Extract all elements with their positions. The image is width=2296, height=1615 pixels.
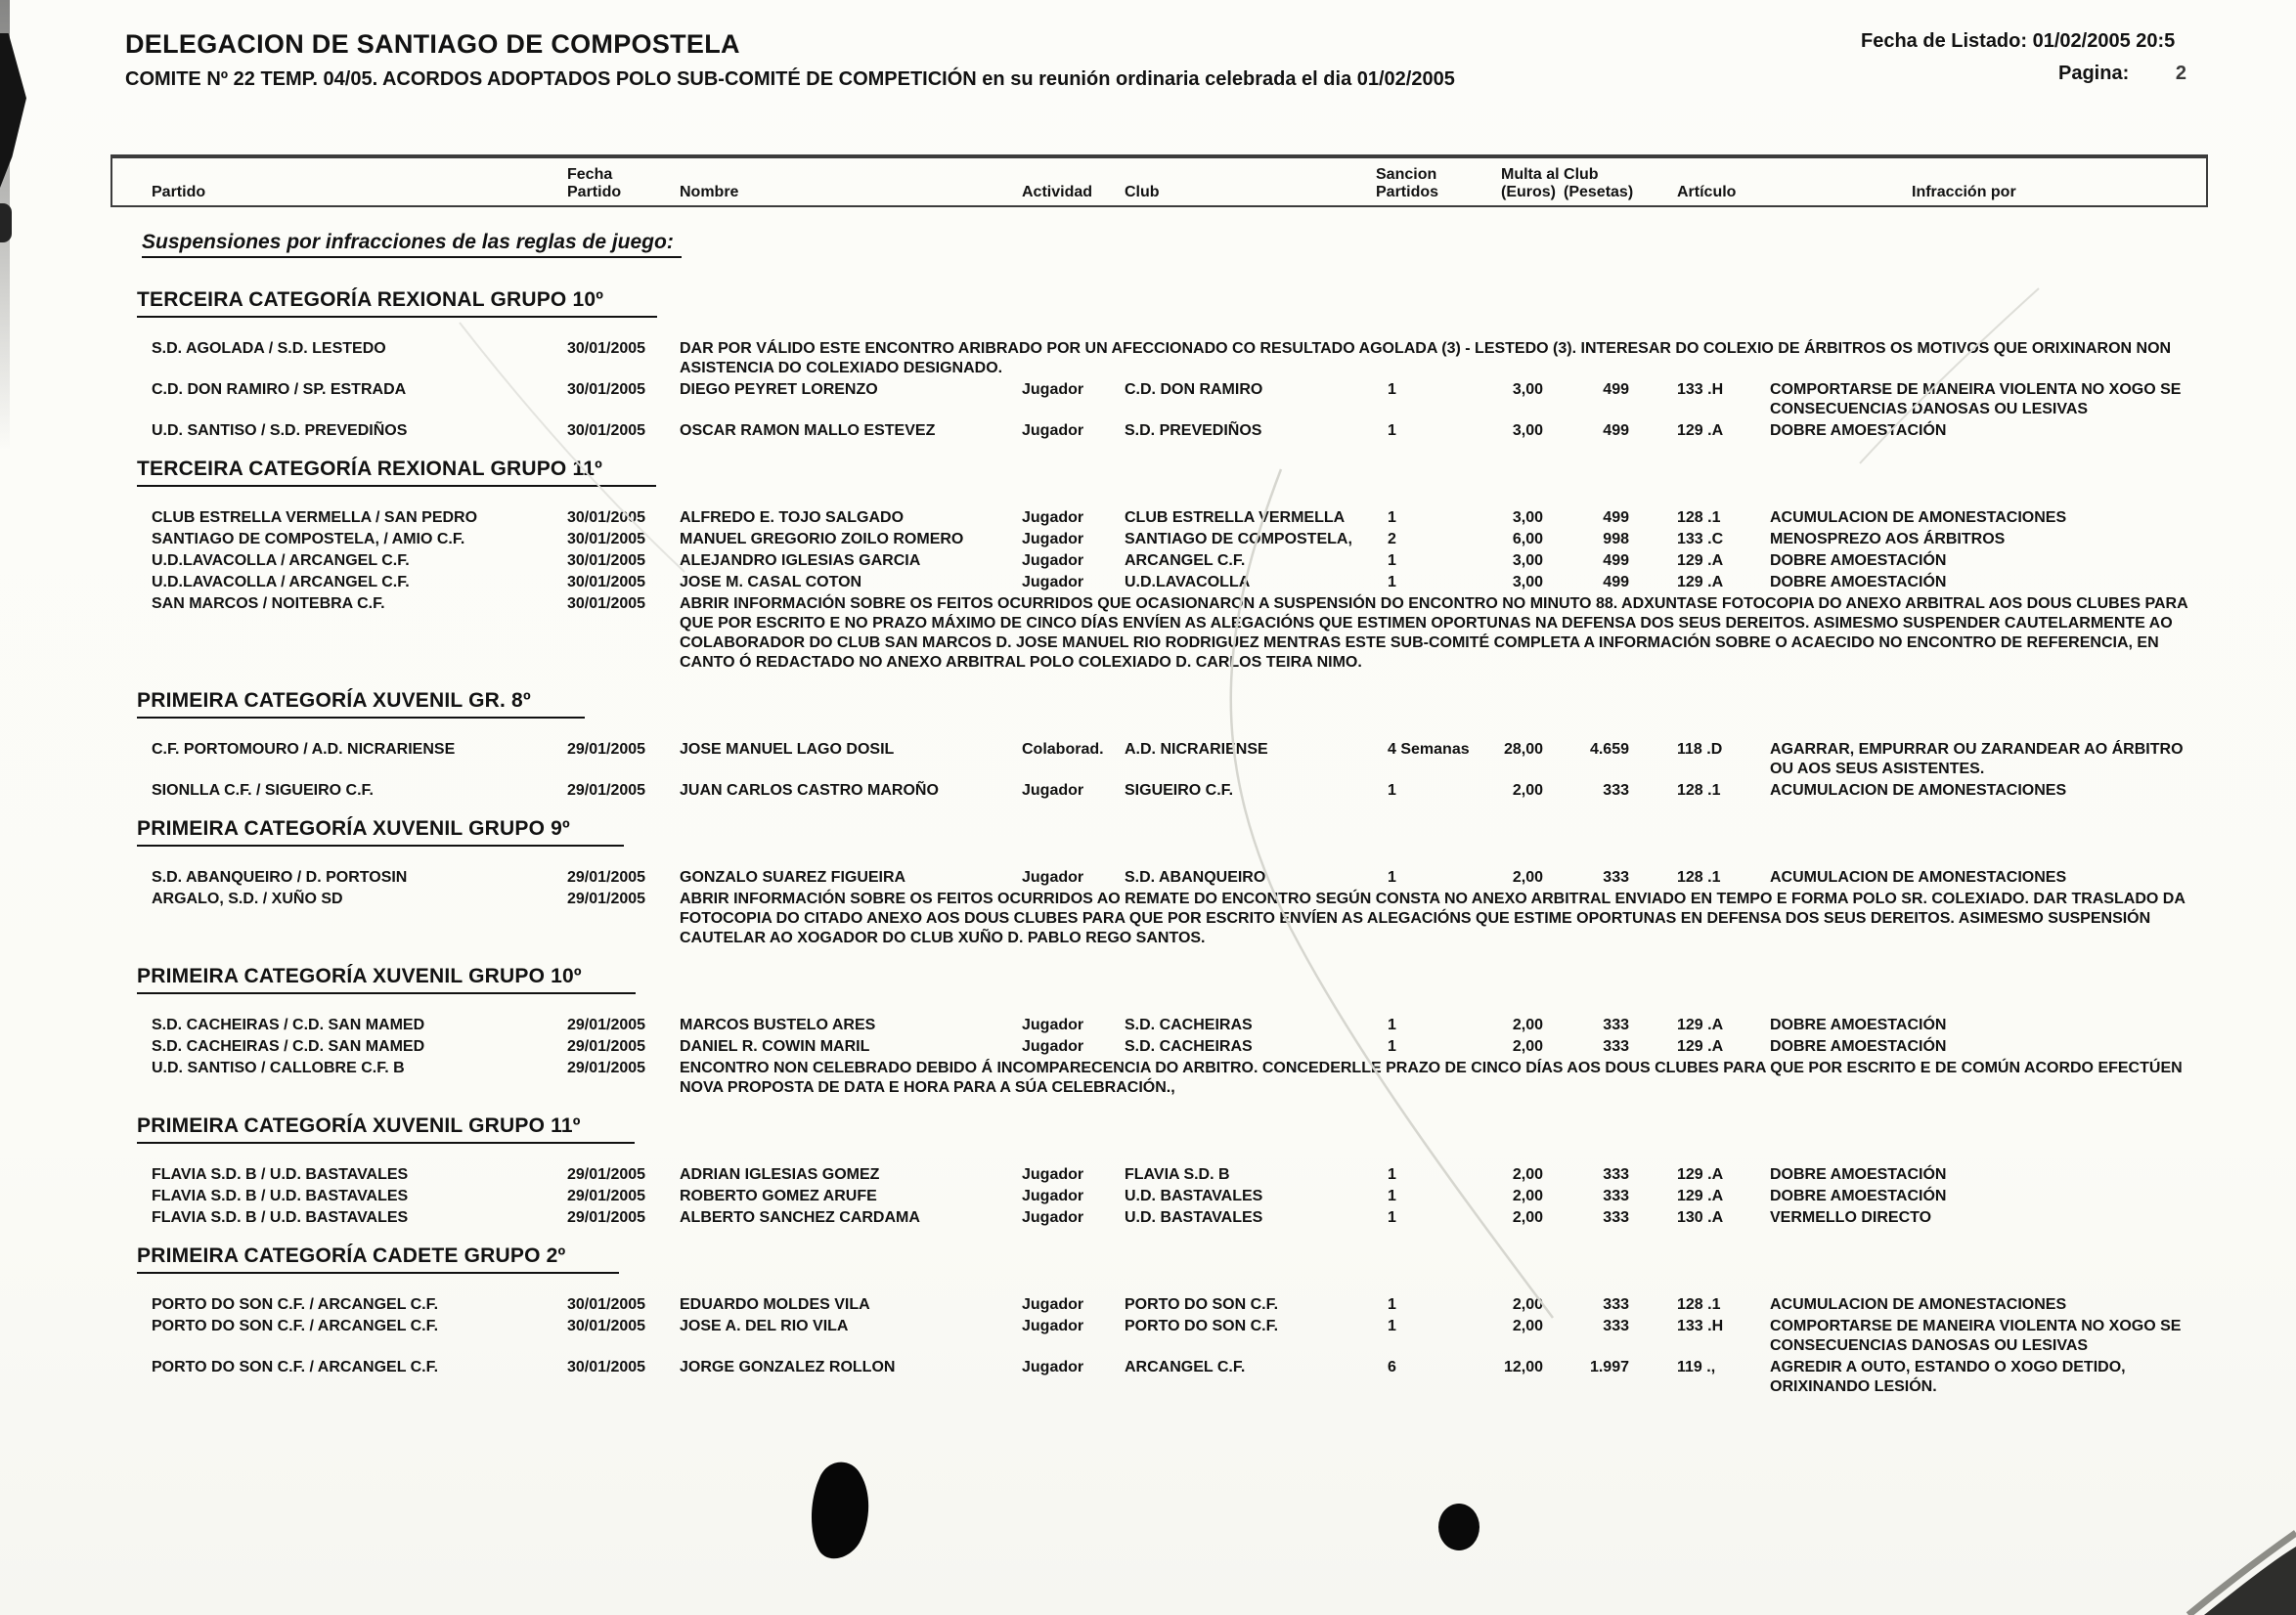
- page-subtitle: COMITE Nº 22 TEMP. 04/05. ACORDOS ADOPTADOS POLO SUB-COMITÉ DE COMPETICIÓN en su reunión ordinaria celebrada el dia 01/02/2005: [125, 68, 1455, 90]
- cell-club: SANTIAGO DE COMPOSTELA,: [1125, 531, 1352, 547]
- cell-nombre: ALBERTO SANCHEZ CARDAMA: [680, 1209, 920, 1226]
- cell-fecha-partido: 29/01/2005: [567, 1017, 646, 1033]
- cell-club: S.D. PREVEDIÑOS: [1125, 422, 1262, 439]
- cell-articulo: 129 .A: [1677, 422, 1724, 439]
- cell-nombre: ALFREDO E. TOJO SALGADO: [680, 509, 905, 526]
- cell-articulo: 129 .A: [1677, 1188, 1724, 1204]
- cell-infraccion: COMPORTARSE DE MANEIRA VIOLENTA NO XOGO SE CONSECUENCIAS DANOSAS OU LESIVAS: [1770, 381, 2182, 417]
- cell-multa-euros: 6,00: [1512, 531, 1543, 547]
- cell-fecha-partido: 29/01/2005: [567, 1188, 646, 1204]
- cell-multa-pesetas: 499: [1603, 552, 1629, 569]
- cell-infraccion: DOBRE AMOESTACIÓN: [1770, 1038, 1947, 1055]
- cell-fecha-partido: 30/01/2005: [567, 381, 646, 398]
- cell-sancion-partidos: 1: [1388, 509, 1396, 526]
- cell-fecha-partido: 29/01/2005: [567, 741, 646, 758]
- category-heading: TERCEIRA CATEGORÍA REXIONAL GRUPO 11º: [137, 457, 656, 487]
- cell-partido: FLAVIA S.D. B / U.D. BASTAVALES: [152, 1166, 409, 1183]
- table-row: [0, 781, 2296, 801]
- cell-multa-pesetas: 998: [1603, 531, 1629, 547]
- cell-infraccion: DOBRE AMOESTACIÓN: [1770, 422, 1947, 439]
- cell-multa-pesetas: 4.659: [1589, 741, 1629, 758]
- page-title: DELEGACION DE SANTIAGO DE COMPOSTELA: [125, 29, 740, 59]
- cell-sancion-partidos: 1: [1388, 1188, 1396, 1204]
- cell-club: S.D. CACHEIRAS: [1125, 1038, 1253, 1055]
- category-heading-wrap: [137, 964, 2296, 994]
- cell-multa-euros: 2,00: [1512, 1017, 1543, 1033]
- cell-infraccion: ACUMULACION DE AMONESTACIONES: [1770, 1296, 2067, 1313]
- cell-partido: CLUB ESTRELLA VERMELLA / SAN PEDRO: [152, 509, 478, 526]
- cell-nombre: DANIEL R. COWIN MARIL: [680, 1038, 870, 1055]
- cell-resolution-note: ABRIR INFORMACIÓN SOBRE OS FEITOS OCURRIDOS QUE OCASIONARON A SUSPENSIÓN DO ENCONTRO NO MINUTO 88. ADXUNTASE FOTOCOPIA DO ANEXO ARBITRAL AOS DOUS CLUBES PARA QUE POR ESCRITO E NO PRAZO MÁXIMO DE CINCO DÍAS ENVÍEN AS ALEGACIÓNS QUE ESTIMEN OPORTUNAS NA DEFENSA DOS SEUS DEREITOS. ASIMESMO SUSPENDER CAUTELARMENTE AO COLABORADOR DO CLUB SAN MARCOS D. JOSE MANUEL RIO RODRIGUEZ MENTRAS ESTE SUB-COMITÉ COMPLETA A INFORMACIÓN SOBRE O ACAECIDO NO ENCONTRO DE REFERENCIA, EN CANTO Ó REDACTADO NO ANEXO ARBITRAL POLO COLEXIADO D. CARLOS TEIRA NIMO.: [680, 595, 2188, 671]
- cell-nombre: GONZALO SUAREZ FIGUEIRA: [680, 869, 906, 886]
- cell-articulo: 128 .1: [1677, 509, 1721, 526]
- cell-multa-pesetas: 499: [1603, 509, 1629, 526]
- cell-multa-pesetas: 333: [1603, 1296, 1629, 1313]
- cell-fecha-partido: 30/01/2005: [567, 1359, 646, 1375]
- cell-multa-euros: 3,00: [1512, 574, 1543, 590]
- cell-club: U.D. BASTAVALES: [1125, 1188, 1263, 1204]
- cell-articulo: 128 .1: [1677, 1296, 1721, 1313]
- category-heading-wrap: [137, 1113, 2296, 1144]
- cell-partido: PORTO DO SON C.F. / ARCANGEL C.F.: [152, 1318, 439, 1334]
- cell-club: PORTO DO SON C.F.: [1125, 1296, 1279, 1313]
- cell-fecha-partido: 29/01/2005: [567, 869, 646, 886]
- table-row: [0, 868, 2296, 888]
- cell-articulo: 128 .1: [1677, 869, 1721, 886]
- table-row: [0, 890, 2296, 948]
- column-header-line: Partidos: [1376, 184, 1439, 200]
- cell-actividad: Jugador: [1022, 574, 1084, 590]
- column-header-line: Sancion: [1376, 166, 1437, 183]
- cell-fecha-partido: 30/01/2005: [567, 531, 646, 547]
- cell-actividad: Jugador: [1022, 869, 1084, 886]
- column-header-line: Partido: [567, 184, 622, 200]
- table-row: [0, 1059, 2296, 1098]
- category-heading-wrap: [137, 457, 2296, 487]
- cell-partido: C.D. DON RAMIRO / SP. ESTRADA: [152, 381, 407, 398]
- table-row: [0, 421, 2296, 441]
- column-header-line: Multa al Club: [1501, 166, 1599, 183]
- cell-articulo: 133 .C: [1677, 531, 1724, 547]
- category-rows: [0, 339, 2296, 441]
- cell-multa-pesetas: 333: [1603, 1038, 1629, 1055]
- category-rows: [0, 868, 2296, 948]
- document-header: [125, 29, 2296, 91]
- cell-sancion-partidos: 1: [1388, 381, 1396, 398]
- cell-sancion-partidos: 1: [1388, 1296, 1396, 1313]
- column-header-fecha-partido: [567, 166, 680, 201]
- cell-nombre: JOSE A. DEL RIO VILA: [680, 1318, 849, 1334]
- column-header-partido: Partido: [152, 184, 206, 200]
- cell-nombre: MANUEL GREGORIO ZOILO ROMERO: [680, 531, 964, 547]
- cell-club: U.D. BASTAVALES: [1125, 1209, 1263, 1226]
- cell-partido: S.D. ABANQUEIRO / D. PORTOSIN: [152, 869, 408, 886]
- column-header-infraccion: Infracción por: [1912, 184, 2016, 200]
- cell-articulo: 133 .H: [1677, 381, 1724, 398]
- category-heading: PRIMEIRA CATEGORÍA CADETE GRUPO 2º: [137, 1244, 619, 1274]
- cell-partido: FLAVIA S.D. B / U.D. BASTAVALES: [152, 1209, 409, 1226]
- cell-multa-euros: 3,00: [1512, 381, 1543, 398]
- pagina-line: [2058, 62, 2296, 85]
- table-row: [0, 740, 2296, 779]
- cell-club: ARCANGEL C.F.: [1125, 552, 1246, 569]
- category-heading-wrap: [137, 816, 2296, 847]
- cell-partido: U.D.LAVACOLLA / ARCANGEL C.F.: [152, 552, 410, 569]
- cell-partido: ARGALO, S.D. / XUÑO SD: [152, 891, 343, 907]
- cell-multa-pesetas: 333: [1603, 1166, 1629, 1183]
- column-header-actividad: Actividad: [1022, 184, 1093, 200]
- ink-dot: [1438, 1504, 1479, 1550]
- cell-multa-euros: 12,00: [1503, 1359, 1543, 1375]
- table-row: [0, 573, 2296, 592]
- cell-articulo: 129 .A: [1677, 1017, 1724, 1033]
- cell-fecha-partido: 29/01/2005: [567, 1209, 646, 1226]
- cell-multa-euros: 28,00: [1503, 741, 1543, 758]
- cell-club: U.D.LAVACOLLA: [1125, 574, 1251, 590]
- cell-sancion-partidos: 1: [1388, 1038, 1396, 1055]
- cell-fecha-partido: 29/01/2005: [567, 1038, 646, 1055]
- cell-multa-euros: 3,00: [1512, 509, 1543, 526]
- corner-smudge: [2188, 1533, 2296, 1615]
- cell-infraccion: COMPORTARSE DE MANEIRA VIOLENTA NO XOGO SE CONSECUENCIAS DANOSAS OU LESIVAS: [1770, 1318, 2182, 1354]
- cell-fecha-partido: 29/01/2005: [567, 891, 646, 907]
- table-row: [0, 339, 2296, 378]
- cell-infraccion: AGREDIR A OUTO, ESTANDO O XOGO DETIDO, ORIXINANDO LESIÓN.: [1770, 1359, 2126, 1395]
- cell-multa-euros: 2,00: [1512, 1188, 1543, 1204]
- cell-partido: U.D.LAVACOLLA / ARCANGEL C.F.: [152, 574, 410, 590]
- cell-multa-pesetas: 499: [1603, 574, 1629, 590]
- cell-club: S.D. ABANQUEIRO: [1125, 869, 1266, 886]
- cell-club: CLUB ESTRELLA VERMELLA: [1125, 509, 1346, 526]
- cell-nombre: JUAN CARLOS CASTRO MAROÑO: [680, 782, 939, 799]
- cell-multa-euros: 3,00: [1512, 552, 1543, 569]
- cell-club: A.D. NICRARIENSE: [1125, 741, 1268, 758]
- table-row: [0, 530, 2296, 549]
- scan-edge-mark-small: [0, 203, 12, 242]
- cell-actividad: Jugador: [1022, 1318, 1084, 1334]
- cell-articulo: 129 .A: [1677, 552, 1724, 569]
- cell-actividad: Jugador: [1022, 782, 1084, 799]
- column-header-pesetas: (Pesetas): [1564, 184, 1634, 200]
- cell-articulo: 119 .,: [1677, 1359, 1716, 1375]
- category-heading-wrap: [137, 688, 2296, 719]
- table-row: [0, 1208, 2296, 1228]
- cell-partido: PORTO DO SON C.F. / ARCANGEL C.F.: [152, 1359, 439, 1375]
- category-rows: [0, 1016, 2296, 1098]
- category-heading: PRIMEIRA CATEGORÍA XUVENIL GRUPO 9º: [137, 816, 624, 847]
- cell-sancion-partidos: 1: [1388, 869, 1396, 886]
- cell-multa-pesetas: 1.997: [1589, 1359, 1629, 1375]
- category-heading: PRIMEIRA CATEGORÍA XUVENIL GRUPO 11º: [137, 1113, 635, 1144]
- cell-actividad: Colaborad.: [1022, 741, 1104, 758]
- table-row: [0, 380, 2296, 419]
- table-row: [0, 1295, 2296, 1315]
- table-row: [0, 1016, 2296, 1035]
- cell-infraccion: DOBRE AMOESTACIÓN: [1770, 552, 1947, 569]
- cell-fecha-partido: 30/01/2005: [567, 422, 646, 439]
- pagina-value: 2: [2175, 63, 2186, 84]
- category-heading-wrap: [137, 1244, 2296, 1274]
- cell-articulo: 129 .A: [1677, 1166, 1724, 1183]
- cell-resolution-note: DAR POR VÁLIDO ESTE ENCONTRO ARIBRADO POR UN AFECCIONADO CO RESULTADO AGOLADA (3) - LESTEDO (3). INTERESAR DO COLEXIO DE ÁRBITROS OS MOTIVOS QUE ORIXINARON NON ASISTENCIA DO COLEXIADO DESIGNADO.: [680, 340, 2172, 376]
- table-row: [0, 1165, 2296, 1185]
- cell-multa-pesetas: 333: [1603, 1017, 1629, 1033]
- cell-nombre: ADRIAN IGLESIAS GOMEZ: [680, 1166, 880, 1183]
- cell-sancion-partidos: 1: [1388, 574, 1396, 590]
- cell-nombre: DIEGO PEYRET LORENZO: [680, 381, 878, 398]
- cell-actividad: Jugador: [1022, 1038, 1084, 1055]
- cell-resolution-note: ABRIR INFORMACIÓN SOBRE OS FEITOS OCURRIDOS AO REMATE DO ENCONTRO SEGÚN CONSTA NO ANEXO ARBITRAL ENVIADO EN TEMPO E FORMA POLO SR. COLEXIADO. DAR TRASLADO DA FOTOCOPIA DO CITADO ANEXO AOS DOUS CLUBES PARA QUE POR ESCRITO ENVÍEN AS ALEGACIÓNS QUE ESTIME OPORTUNAS EN DEFENSA DOS SEUS DEREITOS. ASIMESMO SUSPENSIÓN CAUTELAR AO XOGADOR DO CLUB XUÑO D. PABLO REGO SANTOS.: [680, 891, 2186, 946]
- cell-multa-euros: 2,00: [1512, 1318, 1543, 1334]
- table-row: [0, 594, 2296, 673]
- column-header-sancion-partidos: [1374, 166, 1501, 201]
- cell-multa-euros: 2,00: [1512, 1166, 1543, 1183]
- cell-sancion-partidos: 1: [1388, 1017, 1396, 1033]
- cell-infraccion: ACUMULACION DE AMONESTACIONES: [1770, 782, 2067, 799]
- cell-infraccion: MENOSPREZO AOS ÁRBITROS: [1770, 531, 2006, 547]
- cell-sancion-partidos: 4 Semanas: [1388, 741, 1470, 758]
- category-rows: [0, 508, 2296, 673]
- category-heading-wrap: [137, 287, 2296, 318]
- table-header: [0, 154, 2296, 207]
- cell-sancion-partidos: 1: [1388, 1318, 1396, 1334]
- cell-nombre: JOSE M. CASAL COTON: [680, 574, 862, 590]
- column-header-articulo: Artículo: [1677, 184, 1737, 200]
- cell-infraccion: DOBRE AMOESTACIÓN: [1770, 1166, 1947, 1183]
- cell-partido: SIONLLA C.F. / SIGUEIRO C.F.: [152, 782, 374, 799]
- cell-multa-pesetas: 333: [1603, 782, 1629, 799]
- column-header-euros: (Euros): [1501, 184, 1556, 200]
- cell-sancion-partidos: 1: [1388, 422, 1396, 439]
- section-title: Suspensiones por infracciones de las reglas de juego:: [142, 231, 682, 258]
- category-heading: TERCEIRA CATEGORÍA REXIONAL GRUPO 10º: [137, 287, 657, 318]
- column-header-multa-units: [1501, 184, 1653, 201]
- cell-partido: FLAVIA S.D. B / U.D. BASTAVALES: [152, 1188, 409, 1204]
- cell-articulo: 133 .H: [1677, 1318, 1724, 1334]
- cell-actividad: Jugador: [1022, 422, 1084, 439]
- column-header-nombre: Nombre: [680, 184, 739, 200]
- cell-partido: C.F. PORTOMOURO / A.D. NICRARIENSE: [152, 741, 456, 758]
- cell-fecha-partido: 29/01/2005: [567, 782, 646, 799]
- cell-actividad: Jugador: [1022, 1188, 1084, 1204]
- cell-nombre: JOSE MANUEL LAGO DOSIL: [680, 741, 895, 758]
- cell-actividad: Jugador: [1022, 531, 1084, 547]
- cell-multa-pesetas: 499: [1603, 422, 1629, 439]
- cell-fecha-partido: 29/01/2005: [567, 1060, 646, 1076]
- cell-actividad: Jugador: [1022, 552, 1084, 569]
- cell-infraccion: AGARRAR, EMPURRAR OU ZARANDEAR AO ÁRBITRO OU AOS SEUS ASISTENTES.: [1770, 741, 2184, 777]
- cell-actividad: Jugador: [1022, 1017, 1084, 1033]
- cell-fecha-partido: 30/01/2005: [567, 574, 646, 590]
- cell-club: S.D. CACHEIRAS: [1125, 1017, 1253, 1033]
- cell-actividad: Jugador: [1022, 1209, 1084, 1226]
- cell-infraccion: DOBRE AMOESTACIÓN: [1770, 1188, 1947, 1204]
- category-rows: [0, 1165, 2296, 1228]
- cell-fecha-partido: 30/01/2005: [567, 1318, 646, 1334]
- cell-actividad: Jugador: [1022, 1359, 1084, 1375]
- cell-fecha-partido: 30/01/2005: [567, 552, 646, 569]
- cell-multa-euros: 3,00: [1512, 422, 1543, 439]
- cell-infraccion: VERMELLO DIRECTO: [1770, 1209, 1932, 1226]
- cell-sancion-partidos: 1: [1388, 552, 1396, 569]
- cell-nombre: OSCAR RAMON MALLO ESTEVEZ: [680, 422, 936, 439]
- cell-nombre: ALEJANDRO IGLESIAS GARCIA: [680, 552, 921, 569]
- cell-club: ARCANGEL C.F.: [1125, 1359, 1246, 1375]
- cell-infraccion: DOBRE AMOESTACIÓN: [1770, 574, 1947, 590]
- cell-resolution-note: ENCONTRO NON CELEBRADO DEBIDO Á INCOMPARECENCIA DO ARBITRO. CONCEDERLLE PRAZO DE CINCO DÍAS AOS DOUS CLUBES PARA QUE POR ESCRITO E DE COMÚN ACORDO EFECTÚEN NOVA PROPOSTA DE DATA E HORA PARA A SÚA CELEBRACIÓN.,: [680, 1060, 2183, 1096]
- cell-sancion-partidos: 1: [1388, 782, 1396, 799]
- cell-partido: SANTIAGO DE COMPOSTELA, / AMIO C.F.: [152, 531, 465, 547]
- corner-mark: [2204, 1547, 2296, 1615]
- cell-club: C.D. DON RAMIRO: [1125, 381, 1263, 398]
- section-title-wrap: [142, 231, 2296, 258]
- column-header-line: Fecha: [567, 166, 613, 183]
- fecha-listado-value: 01/02/2005 20:5: [2032, 30, 2176, 52]
- table-row: [0, 1317, 2296, 1356]
- cell-multa-pesetas: 333: [1603, 869, 1629, 886]
- ink-blob: [812, 1462, 868, 1559]
- cell-partido: S.D. AGOLADA / S.D. LESTEDO: [152, 340, 386, 357]
- cell-club: SIGUEIRO C.F.: [1125, 782, 1234, 799]
- cell-sancion-partidos: 2: [1388, 531, 1396, 547]
- cell-club: PORTO DO SON C.F.: [1125, 1318, 1279, 1334]
- table-row: [0, 1037, 2296, 1057]
- column-header-club: Club: [1125, 184, 1160, 200]
- cell-partido: SAN MARCOS / NOITEBRA C.F.: [152, 595, 385, 612]
- cell-fecha-partido: 30/01/2005: [567, 509, 646, 526]
- cell-multa-euros: 2,00: [1512, 1296, 1543, 1313]
- cell-articulo: 128 .1: [1677, 782, 1721, 799]
- cell-sancion-partidos: 6: [1388, 1359, 1396, 1375]
- cell-fecha-partido: 29/01/2005: [567, 1166, 646, 1183]
- pagina-label: Pagina:: [2058, 63, 2130, 84]
- category-heading: PRIMEIRA CATEGORÍA XUVENIL GR. 8º: [137, 688, 585, 719]
- report-body: [0, 231, 2296, 1399]
- cell-club: FLAVIA S.D. B: [1125, 1166, 1230, 1183]
- cell-nombre: MARCOS BUSTELO ARES: [680, 1017, 876, 1033]
- cell-actividad: Jugador: [1022, 381, 1084, 398]
- fecha-listado-line: [1861, 29, 2296, 53]
- table-row: [0, 1358, 2296, 1397]
- cell-articulo: 118 .D: [1677, 741, 1723, 758]
- category-rows: [0, 740, 2296, 801]
- fecha-listado-label: Fecha de Listado:: [1861, 30, 2028, 52]
- cell-multa-pesetas: 333: [1603, 1188, 1629, 1204]
- listing-meta: [1861, 29, 2296, 85]
- cell-actividad: Jugador: [1022, 1296, 1084, 1313]
- cell-fecha-partido: 30/01/2005: [567, 595, 646, 612]
- cell-partido: S.D. CACHEIRAS / C.D. SAN MAMED: [152, 1017, 425, 1033]
- cell-actividad: Jugador: [1022, 1166, 1084, 1183]
- cell-multa-euros: 2,00: [1512, 1209, 1543, 1226]
- cell-infraccion: ACUMULACION DE AMONESTACIONES: [1770, 869, 2067, 886]
- cell-fecha-partido: 30/01/2005: [567, 1296, 646, 1313]
- cell-multa-euros: 2,00: [1512, 782, 1543, 799]
- cell-infraccion: ACUMULACION DE AMONESTACIONES: [1770, 509, 2067, 526]
- cell-articulo: 129 .A: [1677, 1038, 1724, 1055]
- column-header-multa-al-club: [1501, 166, 1653, 201]
- category-heading: PRIMEIRA CATEGORÍA XUVENIL GRUPO 10º: [137, 964, 636, 994]
- cell-sancion-partidos: 1: [1388, 1209, 1396, 1226]
- cell-infraccion: DOBRE AMOESTACIÓN: [1770, 1017, 1947, 1033]
- cell-actividad: Jugador: [1022, 509, 1084, 526]
- cell-articulo: 129 .A: [1677, 574, 1724, 590]
- table-row: [0, 508, 2296, 528]
- cell-partido: U.D. SANTISO / CALLOBRE C.F. B: [152, 1060, 405, 1076]
- cell-nombre: JORGE GONZALEZ ROLLON: [680, 1359, 896, 1375]
- cell-partido: S.D. CACHEIRAS / C.D. SAN MAMED: [152, 1038, 425, 1055]
- cell-partido: PORTO DO SON C.F. / ARCANGEL C.F.: [152, 1296, 439, 1313]
- cell-articulo: 130 .A: [1677, 1209, 1724, 1226]
- cell-nombre: ROBERTO GOMEZ ARUFE: [680, 1188, 877, 1204]
- cell-nombre: EDUARDO MOLDES VILA: [680, 1296, 870, 1313]
- category-rows: [0, 1295, 2296, 1397]
- table-row: [0, 1187, 2296, 1206]
- table-header-row: [0, 166, 2296, 201]
- cell-multa-pesetas: 499: [1603, 381, 1629, 398]
- cell-multa-euros: 2,00: [1512, 869, 1543, 886]
- cell-partido: U.D. SANTISO / S.D. PREVEDIÑOS: [152, 422, 408, 439]
- cell-multa-pesetas: 333: [1603, 1209, 1629, 1226]
- cell-multa-euros: 2,00: [1512, 1038, 1543, 1055]
- cell-sancion-partidos: 1: [1388, 1166, 1396, 1183]
- table-row: [0, 551, 2296, 571]
- cell-multa-pesetas: 333: [1603, 1318, 1629, 1334]
- cell-fecha-partido: 30/01/2005: [567, 340, 646, 357]
